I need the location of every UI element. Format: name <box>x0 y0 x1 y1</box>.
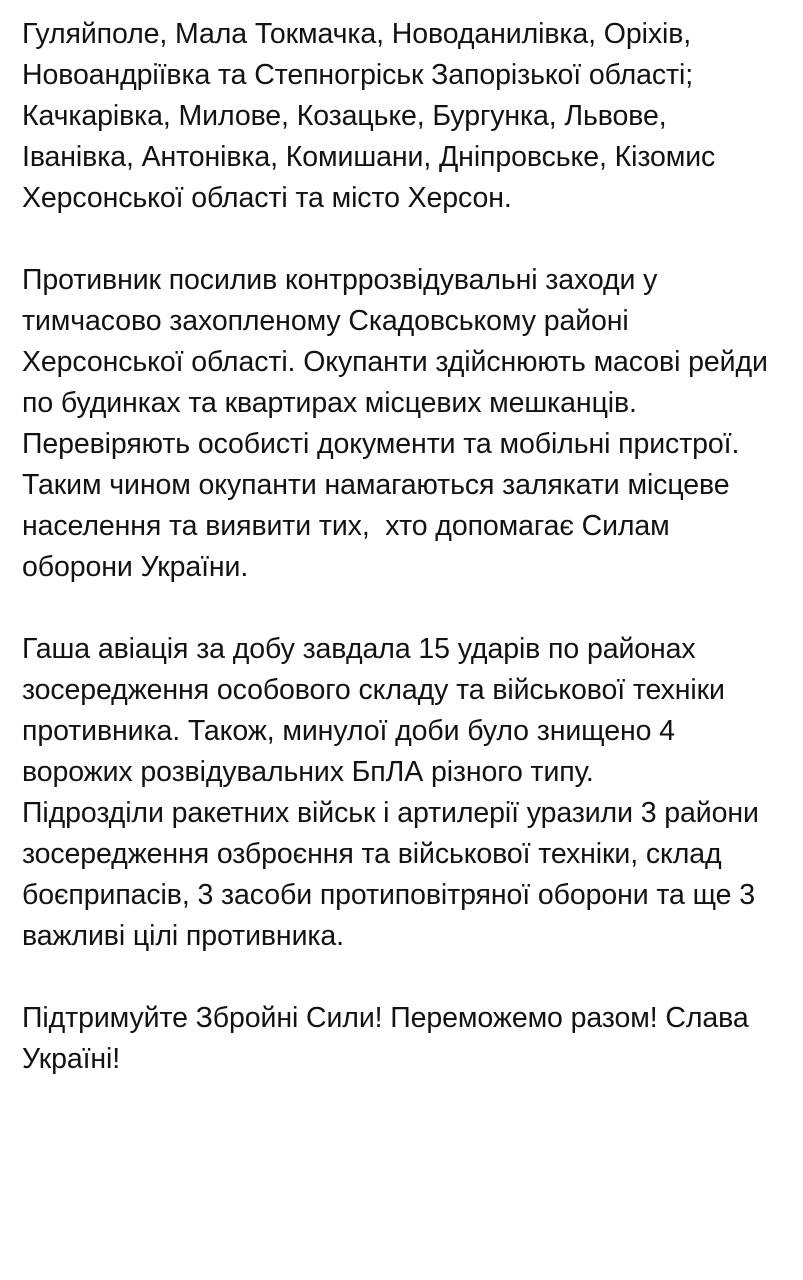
paragraph-settlements-list: Гуляйполе, Мала Токмачка, Новоданилівка, Оріхів, Новоандріївка та Степногріськ Запорізької області; Качкарівка, Милове, Козацьке, Бургунка, Львове, Іванівка, Антонівка, Комишани, Дніпровське, Кізомис Херсонської області та місто Херсон. <box>22 18 724 214</box>
paragraph-spacer <box>22 588 781 629</box>
paragraph-aviation-strikes: Гаша авіація за добу завдала 15 ударів по районах зосередження особового складу та військової техніки противника. Також, минулої доби було знищено 4 ворожих розвідувальних БпЛА різного типу. <box>22 633 733 788</box>
article-body <box>22 14 781 1080</box>
paragraph-closing-slogan: Підтримуйте Збройні Сили! Переможемо разом! Слава Україні! <box>22 1002 757 1075</box>
paragraph-rocket-artillery-strikes: Підрозділи ракетних військ і артилерії уразили 3 райони зосередження озброєння та військової техніки, склад боєприпасів, 3 засоби протиповітряної оборони та ще 3 важливі цілі противника. <box>22 797 767 952</box>
paragraph-spacer <box>22 957 781 998</box>
paragraph-spacer <box>22 219 781 260</box>
paragraph-counterintelligence-report: Противник посилив контррозвідувальні заходи у тимчасово захопленому Скадовському районі Херсонської області. Окупанти здійснюють масові рейди по будинках та квартирах місцевих мешканців. Перевіряють особисті документи та мобільні пристрої. Таким чином окупанти намагаються залякати місцеве населення та виявити тих, хто допомагає Силам оборони України. <box>22 264 776 583</box>
